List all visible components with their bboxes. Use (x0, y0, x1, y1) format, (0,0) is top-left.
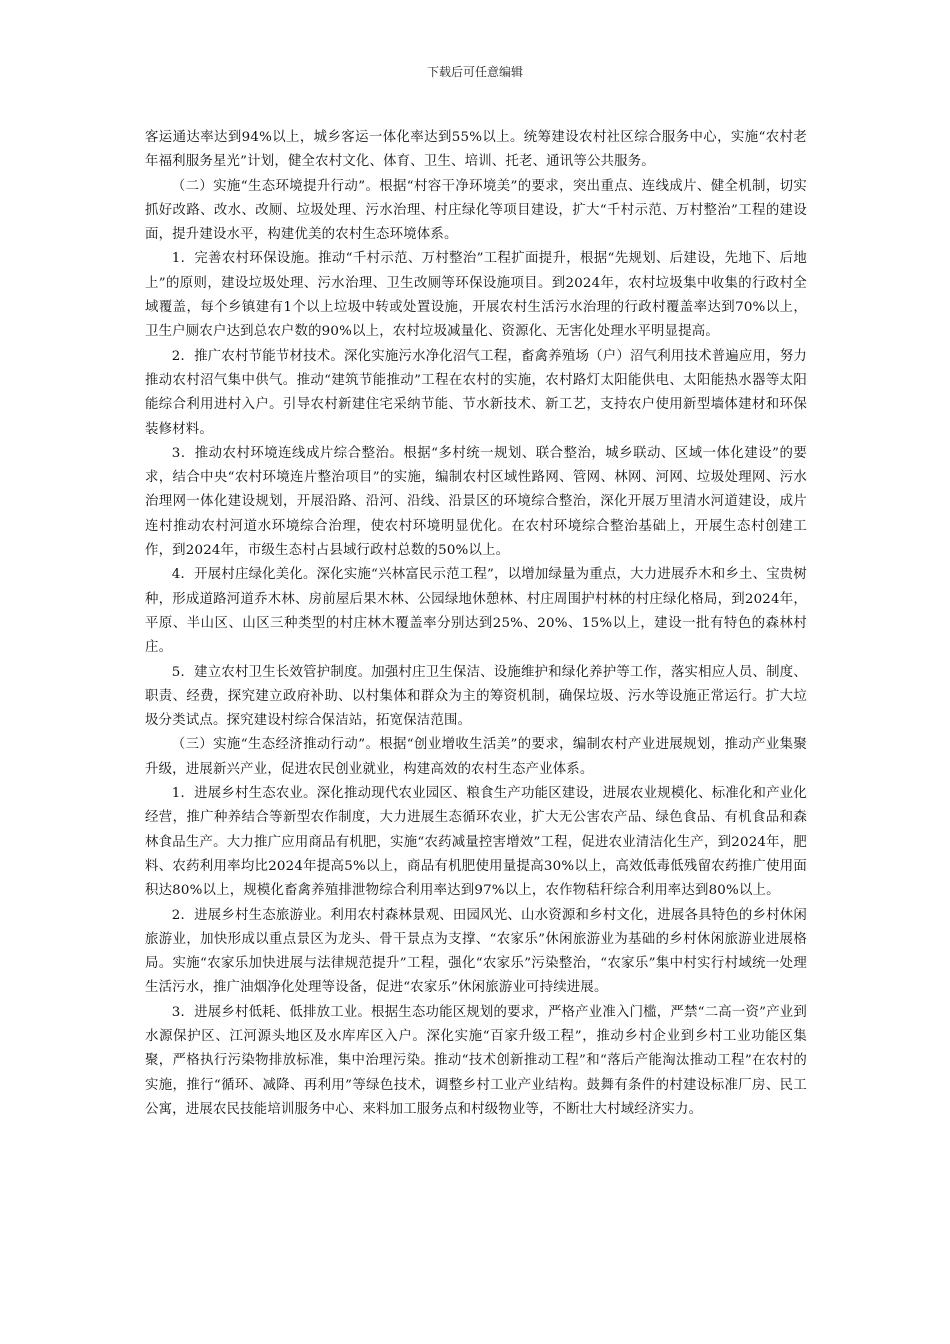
document-body (145, 126, 807, 1122)
item-eco-tourism: 2．进展乡村生态旅游业。利用农村森林景观、田园风光、山水资源和乡村文化，进展各具特色的乡村休闲旅游业，加快形成以重点景区为龙头、骨干景点为支撑、“农家乐”休闲旅游业为基础的乡村休闲旅游业进展格局。实施“农家乐加快进展与法律规范提升”工程，强化“农家乐”污染整治，“农家乐”集中村实行村域统一处理生活污水，推广油烟净化处理等设备，促进“农家乐”休闲旅游业可持续进展。 (145, 907, 807, 996)
paragraph-continuation: 客运通达率达到94%以上，城乡客运一体化率达到55%以上。统筹建设农村社区综合服务中心，实施“农村老年福利服务星光”计划，健全农村文化、体育、卫生、培训、托老、通讯等公共服务。 (145, 130, 807, 170)
item-low-emission-industry: 3．进展乡村低耗、低排放工业。根据生态功能区规划的要求，严格产业准入门槛，严禁“二高一资”产业到水源保护区、江河源头地区及水库库区入户。深化实施“百家升级工程”，推动乡村企业到乡村工业功能区集聚，严格执行污染物排放标准，集中治理污染。推动“技术创新推动工程”和“落后产能淘汰推动工程”在农村的实施，推行“循环、减降、再利用”等绿色技术，调整乡村工业产业结构。鼓舞有条件的村建设标准厂房、民工公寓，进展农民技能培训服务中心、来料加工服务点和村级物业等，不断壮大村域经济实力。 (145, 1004, 807, 1117)
item-env-rectification: 3．推动农村环境连线成片综合整治。根据“多村统一规划、联合整治，城乡联动、区域一体化建设”的要求，结合中央“农村环境连片整治项目”的实施，编制农村区域性路网、管网、林网、河网、垃圾处理网、污水治理网一体化建设规划，开展沿路、沿河、沿线、沿景区的环境综合整治，深化开展万里清水河道建设，成片连村推动农村河道水环境综合治理，使农村环境明显优化。在农村环境综合整治基础上，开展生态村创建工作，到2024年，市级生态村占县域行政村总数的50%以上。 (145, 445, 807, 559)
item-eco-agriculture: 1．进展乡村生态农业。深化推动现代农业园区、粮食生产功能区建设，进展农业规模化、标准化和产业化经营，推广种养结合等新型农作制度，大力进展生态循环农业，扩大无公害农产品、绿色食品、有机食品和森林食品生产。大力推广应用商品有机肥，实施“农药减量控害增效”工程，促进农业清洁化生产，到2024年，肥料、农药利用率均比2024年提高5%以上，商品有机肥使用量提高30%以上，高效低毒低残留农药推广使用面积达80%以上，规模化畜禽养殖排泄物综合利用率达到97%以上，农作物秸秆综合利用率达到80%以上。 (145, 786, 807, 899)
item-village-greening: 4．开展村庄绿化美化。深化实施“兴林富民示范工程”，以增加绿量为重点，大力进展乔木和乡土、宝贵树种，形成道路河道乔木林、房前屋后果木林、公园绿地休憩林、村庄周围护村林的村庄绿化格局，到2024年，平原、半山区、山区三种类型的村庄林木覆盖率分别达到25%、20%、15%以上，建设一批有特色的森林村庄。 (145, 567, 807, 656)
section-heading-eco-economy: （三）实施“生态经济推动行动”。根据“创业增收生活美”的要求，编制农村产业进展规划，推动产业集聚升级，进展新兴产业，促进农民创业就业，构建高效的农村生态产业体系。 (145, 737, 807, 777)
item-sanitation-system: 5．建立农村卫生长效管护制度。加强村庄卫生保洁、设施维护和绿化养护等工作，落实相应人员、制度、职责、经费，探究建立政府补助、以村集体和群众为主的筹资机制，确保垃圾、污水等设施正常运行。扩大垃圾分类试点。探究建设村综合保洁站，拓宽保洁范围。 (145, 664, 807, 729)
item-energy-saving: 2．推广农村节能节材技术。深化实施污水净化沼气工程，畜禽养殖场（户）沼气利用技术普遍应用，努力推动农村沼气集中供气。推动“建筑节能推动”工程在农村的实施，农村路灯太阳能供电、太阳能热水器等太阳能综合利用进村入户。引导农村新建住宅采纳节能、节水新技术、新工艺，支持农户使用新型墙体建材和环保装修材料。 (145, 348, 807, 437)
item-env-facilities: 1．完善农村环保设施。推动“千村示范、万村整治”工程扩面提升，根据“先规划、后建设，先地下、后地上”的原则，建设垃圾处理、污水治理、卫生改厕等环保设施项目。到2024年，农村垃圾集中收集的行政村全域覆盖，每个乡镇建有1个以上垃圾中转或处置设施，开展农村生活污水治理的行政村覆盖率达到70%以上，卫生户厕农户达到总农户数的90%以上，农村垃圾减量化、资源化、无害化处理水平明显提高。 (145, 251, 807, 340)
page-header: 下载后可任意编辑 (426, 65, 523, 79)
section-heading-eco-environment: （二）实施“生态环境提升行动”。根据“村容干净环境美”的要求，突出重点、连线成片、健全机制，切实抓好改路、改水、改厕、垃圾处理、污水治理、村庄绿化等项目建设，扩大“千村示范、万村整治”工程的建设面，提升建设水平，构建优美的农村生态环境体系。 (145, 178, 807, 243)
